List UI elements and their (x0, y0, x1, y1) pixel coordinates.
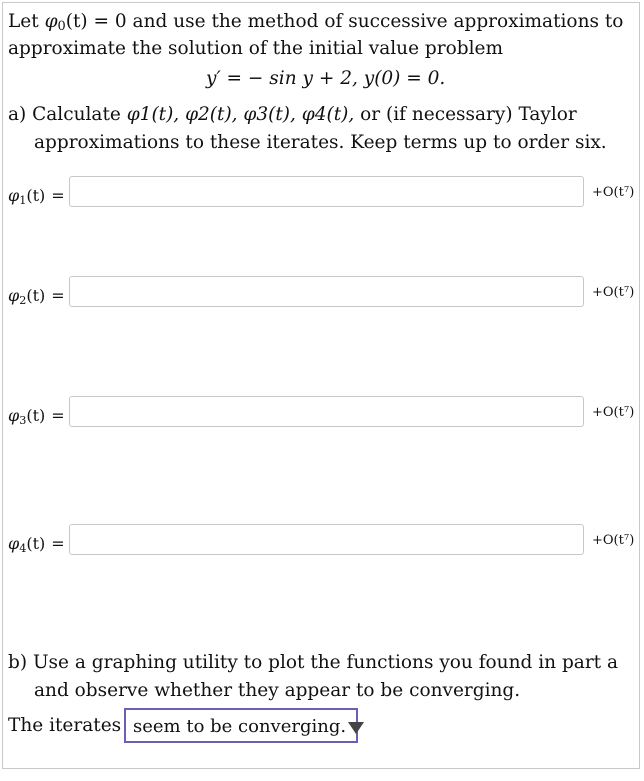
phi3-input[interactable] (69, 396, 584, 427)
part-a-tail: or (if necessary) Taylor (354, 104, 577, 125)
phi2-order-term: $+O(t^7)$ (592, 284, 635, 300)
phi1-order-term: $+O(t^7)$ (592, 184, 635, 200)
intro-line-1 (8, 11, 624, 35)
phi2-label: $\varphi_2(t)$ = (8, 286, 65, 307)
phi-subscript: 0 (57, 19, 66, 35)
intro-line-2: approximate the solution of the initial value problem (8, 38, 503, 59)
phi3-label: $\varphi_3(t)$ = (8, 406, 65, 427)
part-a-line-2: approximations to these iterates. Keep terms up to order six. (34, 132, 607, 153)
part-b-line-1: b) Use a graphing utility to plot the functions you found in part a (8, 652, 619, 673)
phi2-input[interactable] (69, 276, 584, 307)
intro-lead: Let (8, 11, 45, 32)
intro-tail: (t) = 0 and use the method of successive approximations to (65, 11, 624, 32)
ivp-equation: y′ = − sin y + 2, y(0) = 0. (206, 68, 446, 89)
phi4-order-term: $+O(t^7)$ (592, 532, 635, 548)
part-a-line-1 (8, 106, 577, 125)
part-b-line-2: and observe whether they appear to be converging. (34, 680, 521, 701)
phi3-order-term: $+O(t^7)$ (592, 404, 635, 420)
phi4-label: $\varphi_4(t)$ = (8, 534, 65, 555)
phi4-input[interactable] (69, 524, 584, 555)
part-a-lead: a) Calculate (8, 104, 127, 125)
phi-symbol: φ (44, 11, 58, 32)
dropdown-selected-value: seem to be converging. (133, 716, 347, 737)
convergence-dropdown[interactable] (124, 708, 358, 743)
phi1-label: $\varphi_1(t)$ = (8, 186, 65, 207)
dropdown-arrow-icon (348, 722, 364, 734)
iterates-prompt: The iterates (8, 715, 122, 736)
iterates-list: φ1(t), φ2(t), φ3(t), φ4(t), (126, 104, 355, 125)
phi1-input[interactable] (69, 176, 584, 207)
